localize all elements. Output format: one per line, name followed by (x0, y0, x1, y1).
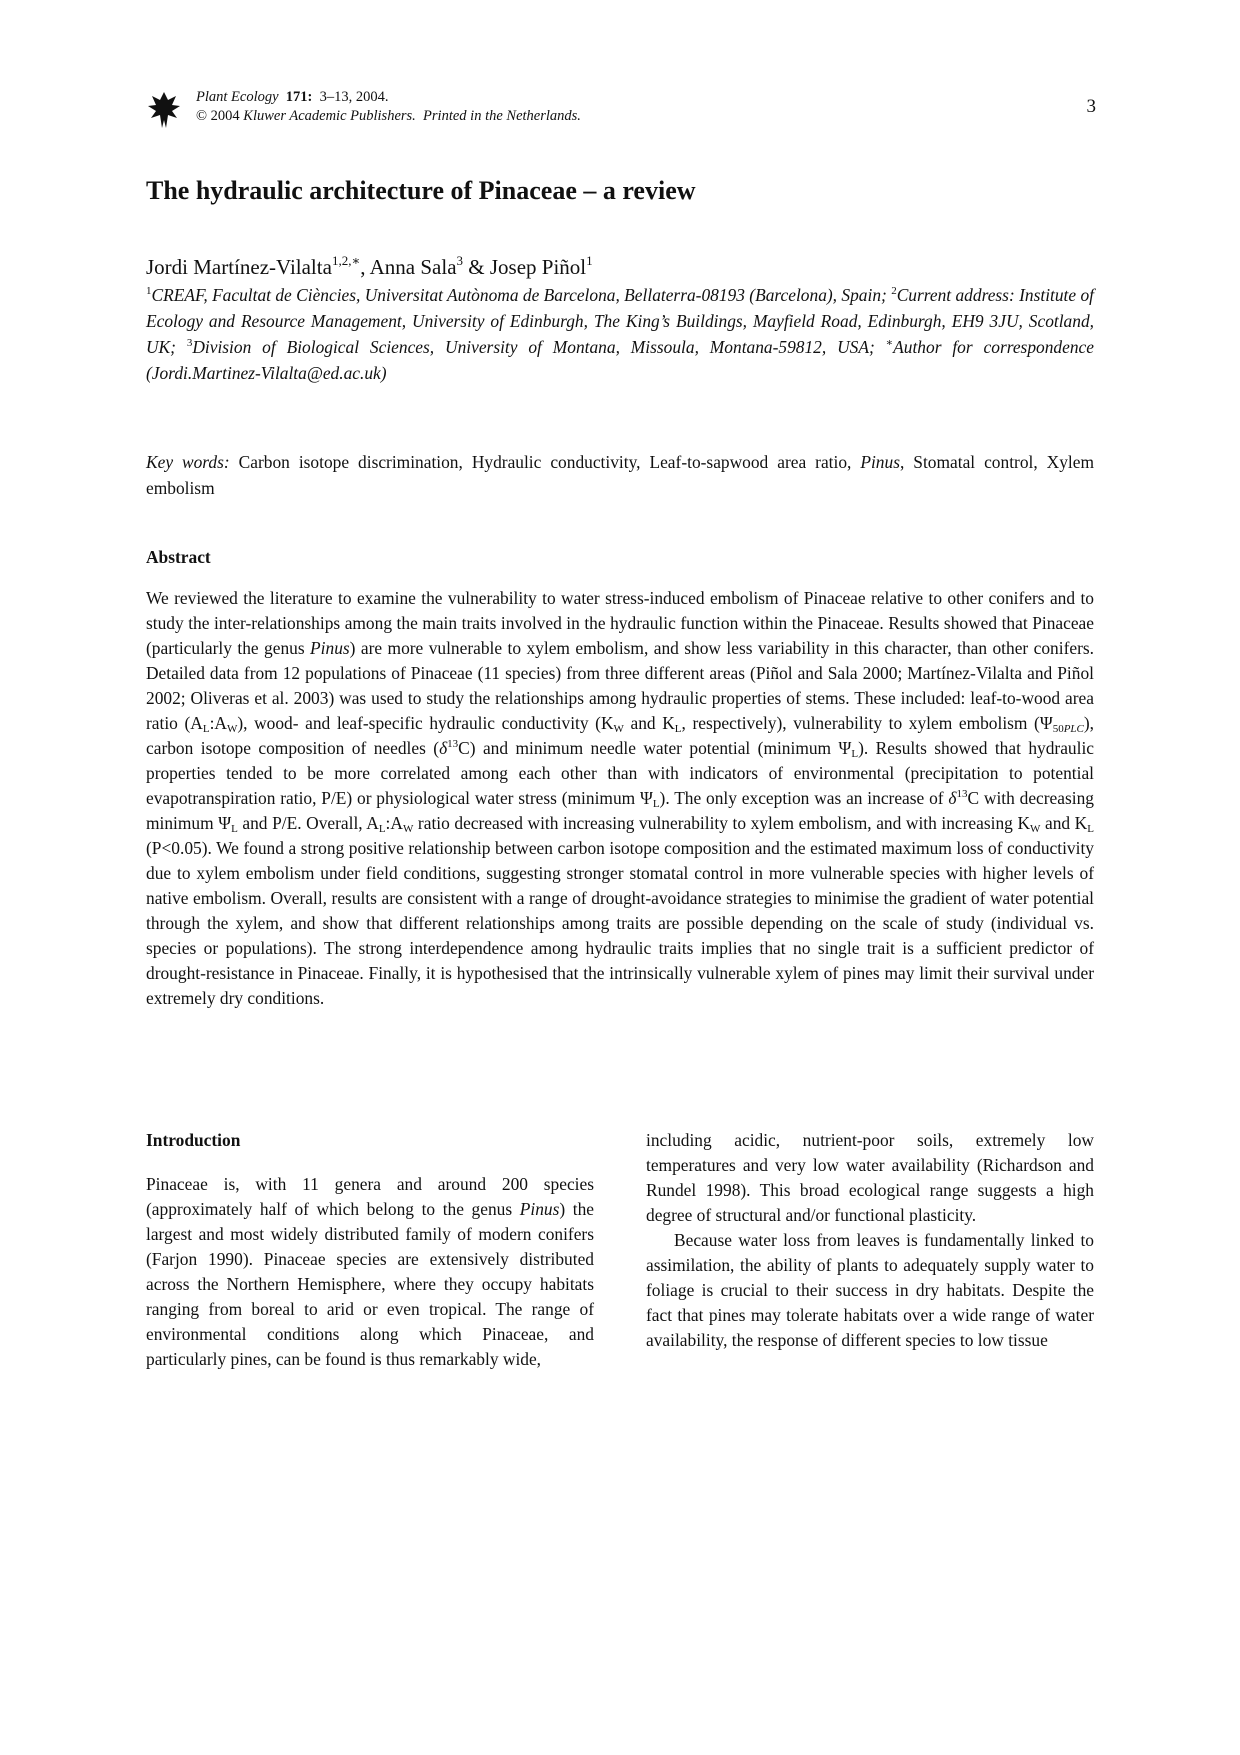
abstract-sub: 50 (1052, 723, 1064, 735)
abstract-sub: L (378, 823, 386, 835)
abstract-sub: L (1087, 823, 1094, 835)
journal-volume: 171: (285, 89, 313, 105)
journal-info (196, 88, 581, 126)
abstract-sup: 13 (956, 788, 968, 800)
abstract-span: ) are more vulnerable to xylem embolism, and show less variability in this character, than other conifers. Detailed data from 12 populations of Pinaceae (11 species) from three different areas (Piñol and Sala 2000; Martínez-Vilalta and Piñol 2002; Oliveras et al. 2003) was used to study the relationships among hydraulic properties of stems. These included: leaf-to-wood area ratio (A (146, 638, 1094, 733)
affiliation-2: Current address: Institute of Ecology and Resource Management, University of Edinburgh, The King’s Buildings, Mayfield Road, Edinburgh, EH9 3JU, Scotland, UK; (146, 285, 1094, 357)
affiliations (146, 282, 1094, 386)
publisher: Kluwer Academic Publishers. (243, 108, 416, 124)
journal-pages: 3–13, 2004. (319, 89, 389, 105)
abstract-span: ). The only exception was an increase of (659, 788, 949, 808)
abstract-sub: L (851, 748, 859, 760)
abstract-span: We reviewed the literature to examine the vulnerability to water stress-induced embolism of Pinaceae relative to other conifers and to study the inter-relationships among the main traits involved in the hydraulic function within the Pinaceae. Results showed that Pinaceae (particularly the genus (146, 588, 1094, 658)
page-number: 3 (1086, 96, 1096, 117)
author-list (146, 255, 593, 280)
abstract-span: :A (385, 813, 403, 833)
abstract-span: C with decreasing minimum Ψ (146, 788, 1094, 833)
affil-mark: ∗ (885, 337, 894, 349)
affiliation-1: CREAF, Facultat de Ciències, Universitat Autònoma de Barcelona, Bellaterra-08193 (Barcelona), Spain; (151, 285, 887, 305)
abstract-sub: W (1030, 823, 1041, 835)
copyright: © 2004 (196, 108, 240, 124)
abstract-sub: PLC (1063, 723, 1084, 735)
abstract-span: :A (209, 713, 227, 733)
abstract-span: and K (1040, 813, 1088, 833)
intro-paragraph: including acidic, nutrient-poor soils, extremely low temperatures and very low water availability (Richardson and Rundel 1998). This broad ecological range suggests a high degree of structural and/or functional plasticity. (646, 1130, 1094, 1225)
intro-paragraph: Because water loss from leaves is fundamentally linked to assimilation, the ability of plants to adequately supply water to foliage is crucial to their success in dry habitats. Despite the fact that pines may tolerate habitats over a wide range of water availability, the response of different species to low tissue (646, 1230, 1094, 1350)
author-superscript: 1,2,∗ (331, 253, 361, 268)
abstract-sub: L (674, 723, 682, 735)
abstract-text (146, 586, 1094, 1011)
keywords-label: Key words: (146, 452, 230, 472)
abstract-sup: 13 (447, 738, 459, 750)
intro-right-column (646, 1128, 1094, 1353)
author-name: , Anna Sala (360, 255, 457, 279)
author-name: Jordi Martínez-Vilalta (146, 255, 332, 279)
abstract-span: Pinus (310, 638, 350, 658)
abstract-span: (P<0.05). We found a strong positive relationship between carbon isotope composition and the estimated maximum loss of conductivity due to xylem embolism under field conditions, suggesting stronger stomatal control in more vulnerable species with higher levels of native embolism. Overall, results are consistent with a range of drought-avoidance strategies to minimise the gradient of water potential through the xylem, and show that different relationships among traits are possible depending on the scale of study (individual vs. species or populations). The strong interdependence among hydraulic traits implies that no single trait is a sufficient predictor of drought-resistance in Pinaceae. Finally, it is hypothesised that the intrinsically vulnerable xylem of pines may limit their survival under extremely dry conditions. (146, 838, 1094, 1008)
abstract-span: δ (439, 738, 448, 758)
keywords-text: Carbon isotope discrimination, Hydraulic conductivity, Leaf-to-sapwood area ratio, (229, 452, 861, 472)
affiliation-3: Division of Biological Sciences, University of Montana, Missoula, Montana-59812, USA; (192, 337, 875, 357)
introduction-heading: Introduction (146, 1130, 241, 1150)
abstract-span: ratio decreased with increasing vulnerability to xylem embolism, and with increasing K (413, 813, 1031, 833)
abstract-span: C) and minimum needle water potential (minimum Ψ (458, 738, 852, 758)
keywords (146, 449, 1094, 501)
journal-name: Plant Ecology (196, 89, 279, 105)
paper-title: The hydraulic architecture of Pinaceae – a review (146, 176, 696, 205)
page-header (146, 88, 1096, 132)
abstract-span: and K (623, 713, 675, 733)
keywords-text: , Stomatal control, Xylem embolism (146, 452, 1095, 498)
printed-in: Printed in the Netherlands. (423, 108, 581, 124)
author-superscript: 3 (456, 253, 464, 268)
affil-mark: 1 (146, 285, 152, 297)
intro-span: Pinus (519, 1199, 560, 1219)
abstract-sub: W (226, 723, 238, 735)
abstract-heading: Abstract (146, 547, 211, 567)
abstract-sub: W (613, 723, 624, 735)
abstract-span: ). Results showed that hydraulic properties tended to be more correlated among each other than with indicators of environmental (precipitation to potential evapotranspiration ratio, P/E) or physiological water stress (minimum Ψ (146, 738, 1094, 808)
author-name: & Josep Piñol (463, 255, 587, 279)
keyword-pinus: Pinus (860, 452, 900, 472)
intro-span: ) the largest and most widely distributed family of modern conifers (Farjon 1990). Pinaceae species are extensively distributed across the Northern Hemisphere, where they occupy habitats ranging from boreal to arid or even tropical. The range of environmental conditions along which Pinaceae, and particularly pines, can be found is thus remarkably wide, (146, 1199, 594, 1369)
author-superscript: 1 (586, 253, 593, 268)
correspondence: Author for correspondence (Jordi.Martinez-Vilalta@ed.ac.uk) (146, 337, 1094, 383)
abstract-span: δ (948, 788, 957, 808)
abstract-span: and P/E. Overall, A (237, 813, 379, 833)
intro-left-column (146, 1172, 594, 1372)
abstract-span: ), carbon isotope composition of needles ( (146, 713, 1095, 758)
intro-span: Pinaceae is, with 11 genera and around 200 species (approximately half of which belong to the genus (146, 1174, 594, 1219)
affil-mark: 3 (186, 337, 193, 349)
affil-mark: 2 (891, 285, 897, 297)
abstract-sub: L (231, 823, 238, 835)
publisher-logo-icon (146, 90, 182, 130)
abstract-sub: L (202, 723, 210, 735)
abstract-span: ), wood- and leaf-specific hydraulic conductivity (K (237, 713, 614, 733)
abstract-span: , respectively), vulnerability to xylem embolism (Ψ (681, 713, 1053, 733)
abstract-sub (1053, 723, 1084, 735)
abstract-sub: W (402, 823, 414, 835)
abstract-sub: L (652, 798, 660, 810)
